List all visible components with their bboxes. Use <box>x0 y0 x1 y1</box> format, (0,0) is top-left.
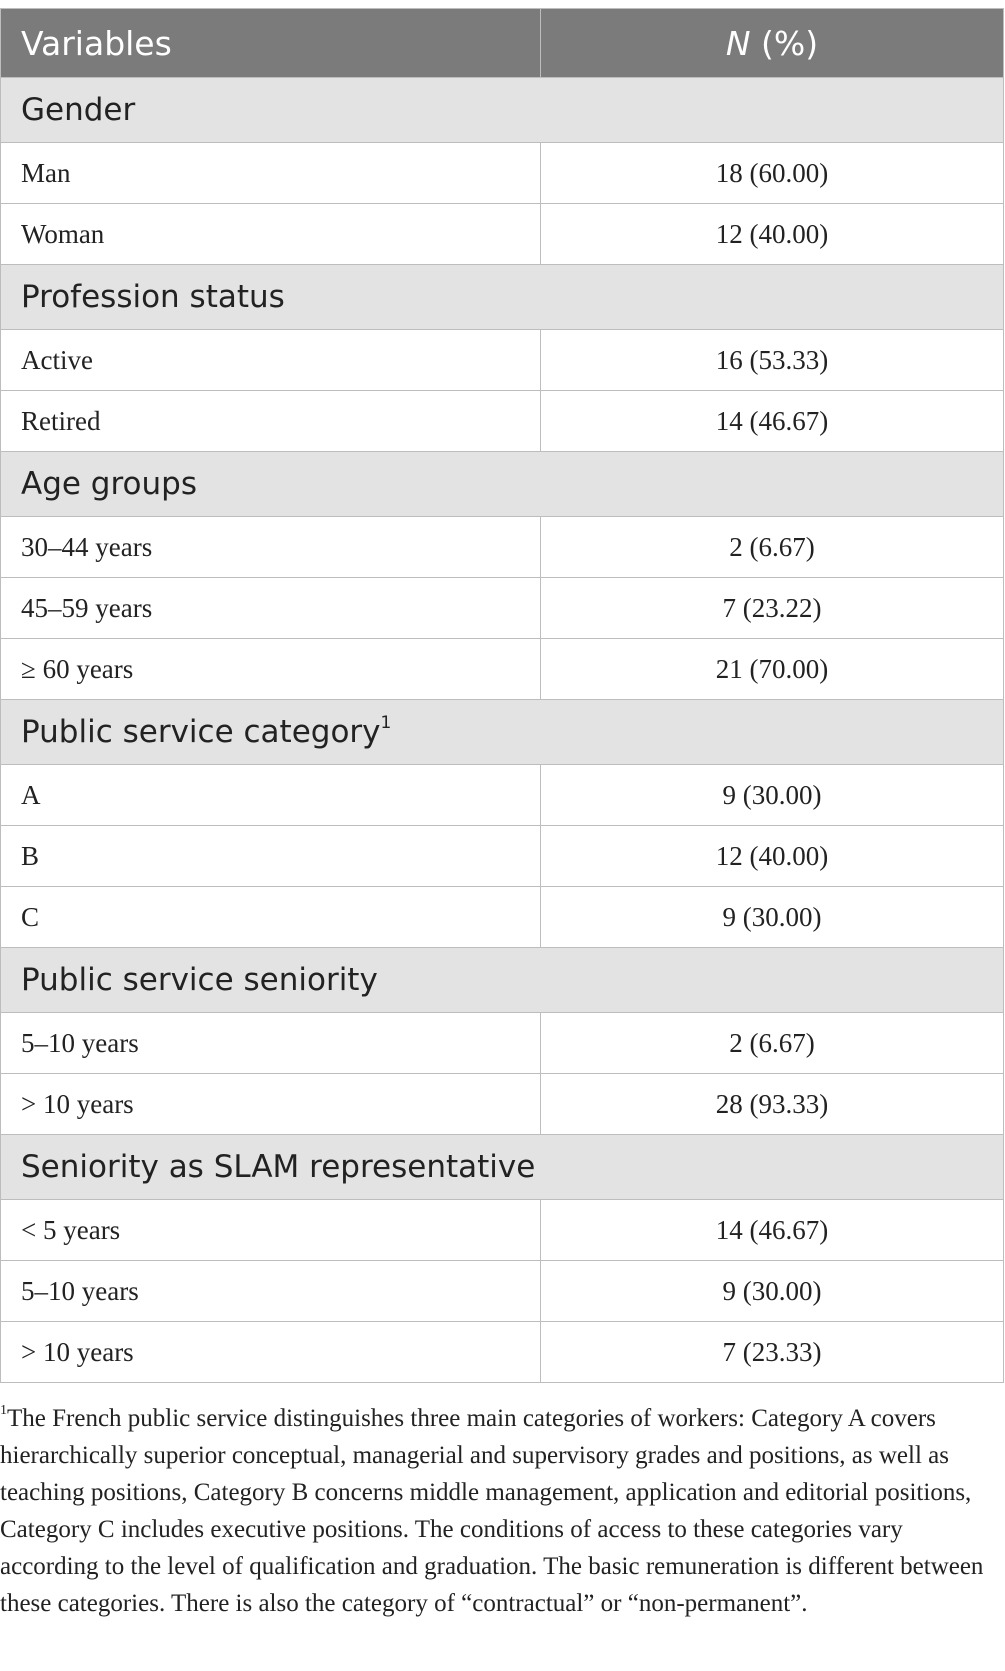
table-header-row <box>1 9 1004 78</box>
table-row <box>1 765 1004 826</box>
table-row <box>1 1322 1004 1383</box>
section-heading <box>1 948 1004 1013</box>
table-row <box>1 1013 1004 1074</box>
row-value: 18 (60.00) <box>541 143 1004 204</box>
demographics-table <box>0 8 1004 1383</box>
section-label: Public service category <box>21 714 381 750</box>
section-row <box>1 700 1004 765</box>
row-value: 7 (23.33) <box>541 1322 1004 1383</box>
table-body <box>1 78 1004 1383</box>
row-label: A <box>1 765 541 826</box>
row-label: 5–10 years <box>1 1261 541 1322</box>
table-row <box>1 1261 1004 1322</box>
table-row <box>1 143 1004 204</box>
row-value: 28 (93.33) <box>541 1074 1004 1135</box>
row-label: Woman <box>1 204 541 265</box>
footnote-ref: 1 <box>380 713 392 733</box>
section-heading <box>1 265 1004 330</box>
footnote-text: The French public service distinguishes three main categories of workers: Category A covers hierarchically superior conceptual, managerial and supervisory grades and positions, as well as teaching positions, Category B concerns middle management, application and editorial positions, Category C includes executive positions. The conditions of access to these categories vary according to the level of qualification and graduation. The basic remuneration is different between these categories. There is also the category of “contractual” or “non-permanent”. <box>0 1405 984 1617</box>
row-label: > 10 years <box>1 1074 541 1135</box>
row-value: 2 (6.67) <box>541 517 1004 578</box>
header-percent: (%) <box>750 23 819 63</box>
row-label: > 10 years <box>1 1322 541 1383</box>
table-row <box>1 330 1004 391</box>
row-label: B <box>1 826 541 887</box>
row-value: 7 (23.22) <box>541 578 1004 639</box>
row-value: 12 (40.00) <box>541 204 1004 265</box>
table-row <box>1 204 1004 265</box>
section-label: Profession status <box>21 279 285 315</box>
section-heading <box>1 78 1004 143</box>
row-label: Active <box>1 330 541 391</box>
row-label: Man <box>1 143 541 204</box>
section-label: Public service seniority <box>21 962 378 998</box>
table-row <box>1 517 1004 578</box>
row-label: C <box>1 887 541 948</box>
table-row <box>1 391 1004 452</box>
section-heading <box>1 700 1004 765</box>
table-row <box>1 1200 1004 1261</box>
row-value: 9 (30.00) <box>541 765 1004 826</box>
section-row <box>1 1135 1004 1200</box>
row-value: 14 (46.67) <box>541 1200 1004 1261</box>
table-row <box>1 639 1004 700</box>
header-n-percent <box>541 9 1004 78</box>
header-variables: Variables <box>1 9 541 78</box>
table-row <box>1 887 1004 948</box>
row-label: ≥ 60 years <box>1 639 541 700</box>
section-label: Seniority as SLAM representative <box>21 1149 536 1185</box>
section-heading <box>1 1135 1004 1200</box>
row-value: 9 (30.00) <box>541 1261 1004 1322</box>
row-label: 5–10 years <box>1 1013 541 1074</box>
row-label: 30–44 years <box>1 517 541 578</box>
table-row <box>1 1074 1004 1135</box>
header-n: N <box>725 23 751 63</box>
section-heading <box>1 452 1004 517</box>
row-value: 9 (30.00) <box>541 887 1004 948</box>
section-row <box>1 265 1004 330</box>
row-value: 16 (53.33) <box>541 330 1004 391</box>
footnote-marker: 1 <box>0 1403 7 1418</box>
row-label: 45–59 years <box>1 578 541 639</box>
row-value: 2 (6.67) <box>541 1013 1004 1074</box>
section-row <box>1 452 1004 517</box>
row-value: 12 (40.00) <box>541 826 1004 887</box>
section-row <box>1 78 1004 143</box>
row-value: 21 (70.00) <box>541 639 1004 700</box>
section-label: Gender <box>21 92 136 128</box>
footnote <box>0 1400 1003 1622</box>
row-label: < 5 years <box>1 1200 541 1261</box>
row-label: Retired <box>1 391 541 452</box>
section-row <box>1 948 1004 1013</box>
section-label: Age groups <box>21 466 197 502</box>
table-row <box>1 826 1004 887</box>
row-value: 14 (46.67) <box>541 391 1004 452</box>
table-row <box>1 578 1004 639</box>
